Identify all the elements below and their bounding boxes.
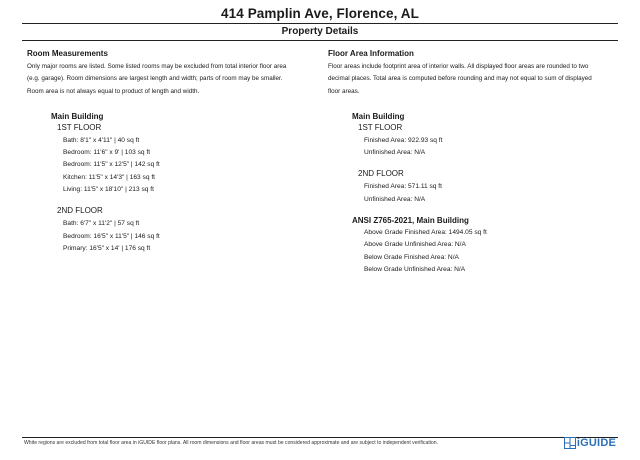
floor-name: 2ND FLOOR	[57, 206, 103, 216]
ansi-group	[328, 216, 624, 276]
ansi-item: Below Grade Finished Area: N/A	[364, 253, 459, 261]
floor-area-section	[328, 49, 624, 286]
description-line: (e.g. garage). Room dimensions are largest length and width; parts of room may be smaller.	[27, 75, 283, 83]
page-subtitle: Property Details	[281, 26, 359, 37]
room-item: Bath: 8'1" x 4'11" | 40 sq ft	[63, 136, 140, 144]
description-line: Room area is not always equal to product of length and width.	[27, 87, 200, 95]
area-item: Finished Area: 922.93 sq ft	[364, 136, 443, 144]
room-item: Bedroom: 16'5" x 11'5" | 146 sq ft	[63, 232, 160, 240]
room-item: Bath: 6'7" x 11'2" | 57 sq ft	[63, 220, 140, 228]
building-name: Main Building	[51, 111, 104, 121]
floor-name: 1ST FLOOR	[57, 122, 102, 132]
floor-group-1st	[27, 123, 323, 196]
floor-area-group-2nd	[328, 169, 624, 206]
room-item: Bedroom: 11'5" x 12'5" | 142 sq ft	[63, 161, 160, 169]
floor-name: 1ST FLOOR	[358, 122, 403, 132]
subtitle-divider	[22, 40, 618, 41]
area-item: Finished Area: 571.11 sq ft	[364, 183, 442, 191]
area-item: Unfinished Area: N/A	[364, 195, 426, 203]
ansi-heading: ANSI Z765-2021, Main Building	[352, 216, 469, 226]
title-divider	[22, 23, 618, 24]
floor-area-description	[328, 61, 624, 98]
ansi-item: Above Grade Unfinished Area: N/A	[364, 241, 466, 249]
page-title: 414 Pamplin Ave, Florence, AL	[221, 6, 419, 21]
description-line: Only major rooms are listed. Some listed rooms may be excluded from total interior floor area	[27, 63, 287, 70]
floor-area-heading: Floor Area Information	[328, 49, 414, 58]
room-item: Living: 11'5" x 18'10" | 213 sq ft	[63, 186, 154, 194]
floor-group-2nd	[27, 206, 323, 255]
area-item: Unfinished Area: N/A	[364, 149, 426, 157]
room-measurements-heading: Room Measurements	[27, 49, 108, 58]
room-measurements-section	[27, 49, 323, 265]
room-item: Kitchen: 11'5" x 14'3" | 163 sq ft	[63, 173, 155, 181]
iguide-logo-icon	[564, 437, 576, 449]
room-item: Bedroom: 11'6" x 9' | 103 sq ft	[63, 149, 151, 157]
logo-text: iGUIDE	[576, 437, 616, 449]
ansi-item: Below Grade Unfinished Area: N/A	[364, 265, 466, 273]
ansi-item: Above Grade Finished Area: 1494.05 sq ft	[364, 229, 487, 237]
floor-name: 2ND FLOOR	[358, 169, 404, 179]
building-name: Main Building	[352, 111, 405, 121]
floor-area-group-1st	[328, 123, 624, 160]
iguide-logo	[564, 437, 616, 449]
room-item: Primary: 16'5" x 14' | 176 sq ft	[63, 244, 151, 252]
description-line: floor areas.	[328, 87, 360, 95]
description-line: Floor areas include footprint area of interior walls. All displayed floor areas are rounded to two	[328, 63, 589, 70]
description-line: decimal places. Total area is computed before rounding and may not equal to sum of displayed	[328, 75, 592, 83]
room-measurements-description	[27, 61, 323, 98]
footer-disclaimer: White regions are excluded from total floor area in iGUIDE floor plans. All room dimensions and floor areas must be considered approximate and are subject to independent verification.	[24, 440, 438, 446]
footer-divider	[22, 437, 618, 438]
